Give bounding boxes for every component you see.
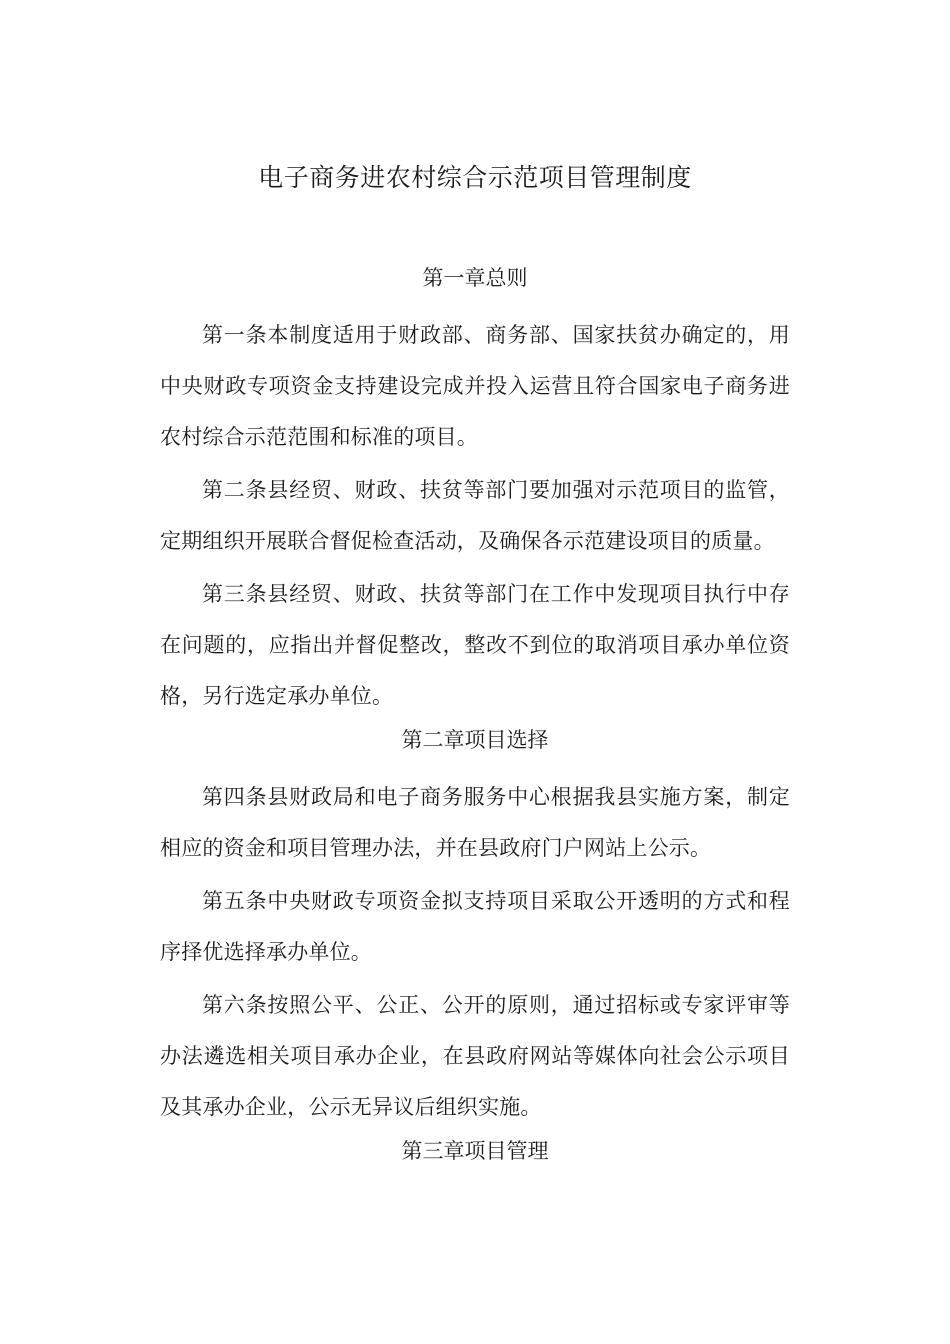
chapter-1 [160, 260, 790, 722]
chapter-2 [160, 722, 790, 1133]
article-5: 第五条中央财政专项资金拟支持项目采取公开透明的方式和程序择优选择承办单位。 [160, 889, 790, 964]
article-6: 第六条按照公平、公正、公开的原则，通过招标或专家评审等办法遴选相关项目承办企业，在县政府网站等媒体向社会公示项目及其承办企业，公示无异议后组织实施。 [160, 993, 790, 1119]
chapter-heading: 第一章总则 [422, 266, 528, 290]
chapter-heading: 第三章项目管理 [401, 1139, 549, 1163]
article-4: 第四条县财政局和电子商务服务中心根据我县实施方案，制定相应的资金和项目管理办法，并在县政府门户网站上公示。 [160, 785, 790, 860]
article-1: 第一条本制度适用于财政部、商务部、国家扶贫办确定的，用中央财政专项资金支持建设完成并投入运营且符合国家电子商务进农村综合示范范围和标准的项目。 [160, 323, 790, 449]
article-3: 第三条县经贸、财政、扶贫等部门在工作中发现项目执行中存在问题的，应指出并督促整改，整改不到位的取消项目承办单位资格，另行选定承办单位。 [160, 582, 790, 708]
document-title: 电子商务进农村综合示范项目管理制度 [258, 163, 692, 192]
chapter-heading: 第二章项目选择 [401, 728, 549, 752]
chapter-3 [160, 1133, 790, 1169]
article-2: 第二条县经贸、财政、扶贫等部门要加强对示范项目的监管，定期组织开展联合督促检查活动，及确保各示范建设项目的质量。 [160, 478, 790, 553]
document-body [160, 260, 790, 1183]
